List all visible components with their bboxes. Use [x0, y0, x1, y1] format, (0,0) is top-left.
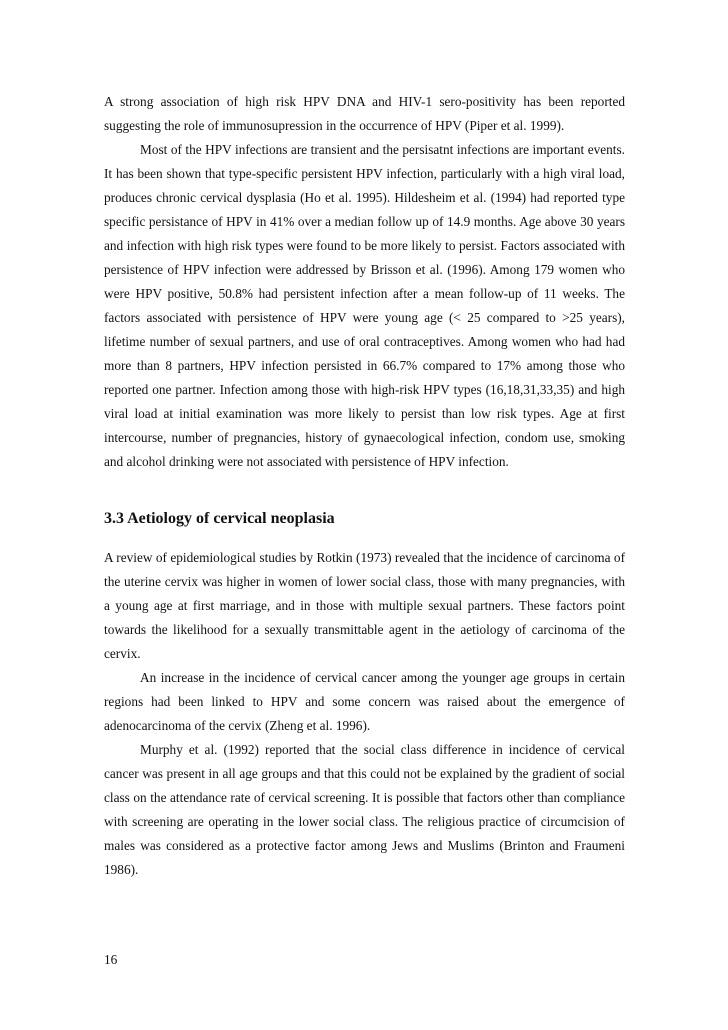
body-paragraph: A strong association of high risk HPV DNA and HIV-1 sero-positivity has been reported suggesting the role of immunosupression in the occurrence of HPV (Piper et al. 1999). — [104, 94, 625, 133]
section-heading: 3.3 Aetiology of cervical neoplasia — [104, 510, 335, 527]
document-page — [104, 88, 625, 882]
body-paragraph: An increase in the incidence of cervical cancer among the younger age groups in certain regions had been linked to HPV and some concern was raised about the emergence of adenocarcinoma of the cervix (Zheng et al. 1996). — [104, 670, 625, 733]
page-number: 16 — [104, 952, 118, 967]
body-paragraph: Murphy et al. (1992) reported that the social class difference in incidence of cervical cancer was present in all age groups and that this could not be explained by the gradient of social class on the attendance rate of cervical screening. It is possible that factors other than compliance with screening are operating in the lower social class. The religious practice of circumcision of males was considered as a protective factor among Jews and Muslims (Brinton and Fraumeni 1986). — [104, 742, 625, 877]
body-paragraph: Most of the HPV infections are transient and the persisatnt infections are important events. It has been shown that type-specific persistent HPV infection, particularly with a high viral load, produces chronic cervical dysplasia (Ho et al. 1995). Hildesheim et al. (1994) had reported type specific persistance of HPV in 41% over a median follow up of 14.9 months. Age above 30 years and infection with high risk types were found to be more likely to persist. Factors associated with persistence of HPV infection were addressed by Brisson et al. (1996). Among 179 women who were HPV positive, 50.8% had persistent infection after a mean follow-up of 11 weeks. The factors associated with persistence of HPV were young age (< 25 compared to >25 years), lifetime number of sexual partners, and use of oral contraceptives. Among women who had had more than 8 partners, HPV infection persisted in 66.7% compared to 17% among those who reported one partner. Infection among those with high-risk HPV types (16,18,31,33,35) and high viral load at initial examination was more likely to persist than low risk types. Age at first intercourse, number of pregnancies, history of gynaecological infection, condom use, smoking and alcohol drinking were not associated with persistence of HPV infection. — [104, 142, 625, 469]
body-paragraph: A review of epidemiological studies by Rotkin (1973) revealed that the incidence of carcinoma of the uterine cervix was higher in women of lower social class, those with many pregnancies, with a young age at first marriage, and in those with multiple sexual partners. These factors point towards the likelihood for a sexually transmittable agent in the aetiology of carcinoma of the cervix. — [104, 550, 625, 661]
